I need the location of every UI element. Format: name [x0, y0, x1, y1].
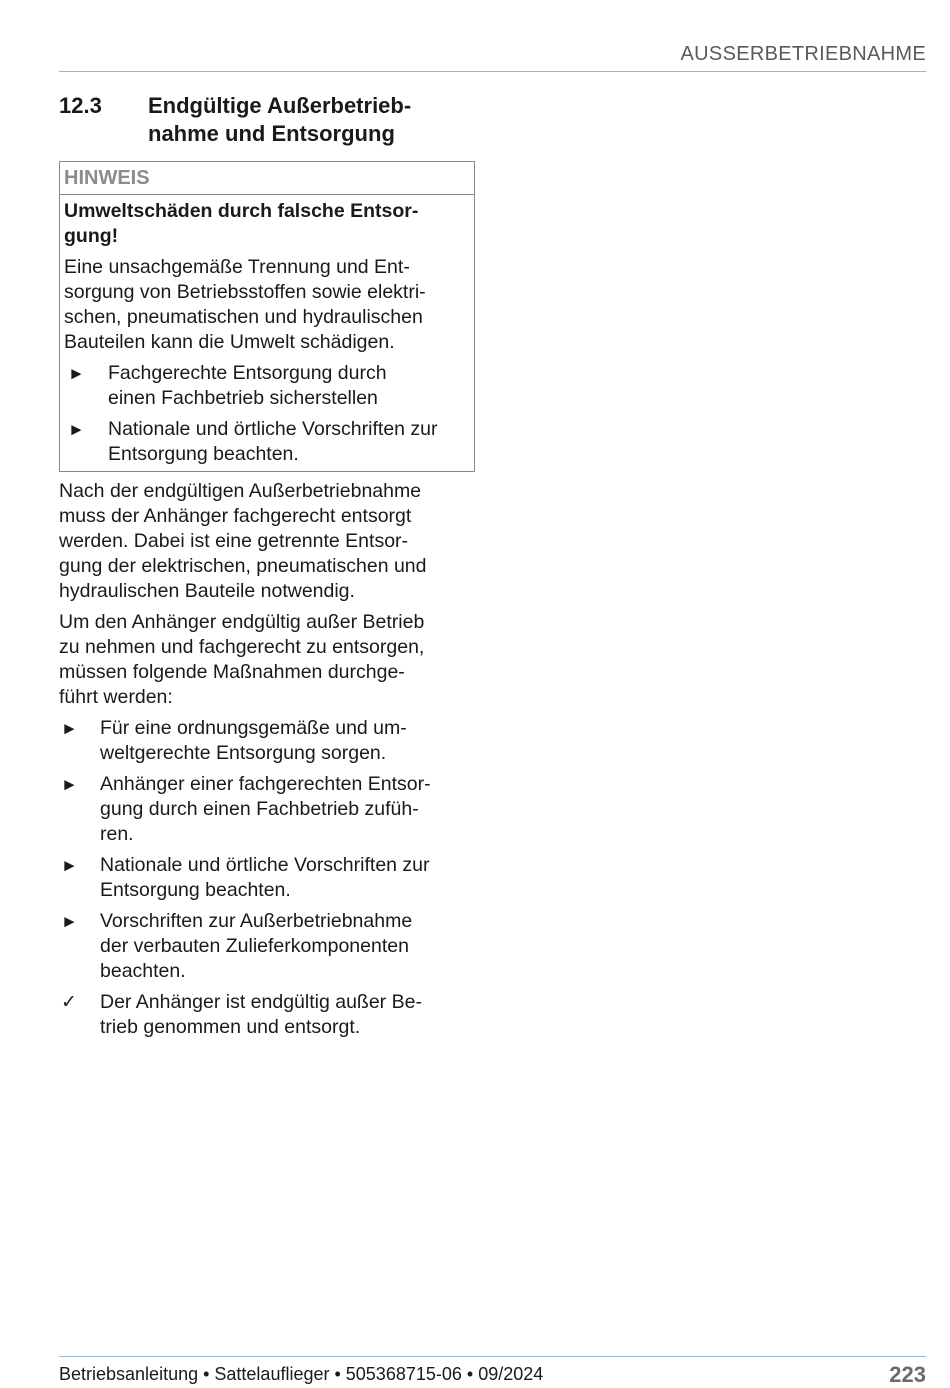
- notice-text-line: Bauteilen kann die Umwelt schädigen.: [64, 331, 395, 353]
- step-item: [59, 716, 479, 766]
- step-line: Nationale und örtliche Vorschriften zur: [100, 854, 430, 876]
- section-title-line: nahme und Entsorgung: [148, 121, 395, 146]
- body-line: werden. Dabei ist eine getrennte Entsor-: [59, 530, 409, 552]
- notice-text-line: Eine unsachgemäße Trennung und Ent-: [64, 256, 410, 278]
- section-number: 12.3: [59, 93, 102, 118]
- body-line: müssen folgende Maßnahmen durchge-: [59, 661, 405, 683]
- notice-body: [60, 195, 474, 471]
- page-number: 223: [889, 1362, 926, 1387]
- step-line: Anhänger einer fachgerechten Entsor-: [100, 773, 431, 795]
- result-item: [59, 990, 479, 1040]
- notice-text-line: sorgung von Betriebsstoffen sowie elektri-: [64, 281, 426, 303]
- step-item: [59, 853, 479, 903]
- body-line: zu nehmen und fachgerecht zu entsorgen,: [59, 636, 425, 658]
- step-line: Vorschriften zur Außerbetriebnahme: [100, 910, 413, 932]
- arrow-bullet-icon: ►: [68, 364, 85, 383]
- notice-box: [59, 161, 475, 472]
- step-line: Für eine ordnungsgemäße und um-: [100, 717, 407, 739]
- body-line: führt werden:: [59, 686, 173, 708]
- arrow-bullet-icon: ►: [61, 912, 78, 931]
- step-line: weltgerechte Entsorgung sorgen.: [100, 742, 387, 764]
- arrow-bullet-icon: ►: [61, 856, 78, 875]
- step-line: Entsorgung beachten.: [100, 879, 291, 901]
- step-item: [59, 772, 479, 847]
- footer-doc-info: Betriebsanleitung • Sattelauflieger • 505368715-06 • 09/2024: [59, 1364, 544, 1384]
- step-line: gung durch einen Fachbetrieb zufüh-: [100, 798, 419, 820]
- footer-divider: [59, 1356, 926, 1357]
- notice-bullet-line: einen Fachbetrieb sicherstellen: [108, 387, 378, 409]
- header-divider: [59, 71, 926, 72]
- notice-bullet-line: Fachgerechte Entsorgung durch: [108, 362, 387, 384]
- notice-text: [64, 255, 470, 355]
- arrow-bullet-icon: ►: [61, 775, 78, 794]
- section-title-line: Endgültige Außerbetrieb-: [148, 93, 412, 118]
- notice-subtitle-line: Umweltschäden durch falsche Entsor-: [64, 200, 419, 222]
- body-paragraph: [59, 610, 479, 710]
- body-line: Nach der endgültigen Außerbetriebnahme: [59, 480, 422, 502]
- notice-text-line: schen, pneumatischen und hydraulischen: [64, 306, 423, 328]
- notice-bullet: [64, 417, 470, 467]
- section-title: [148, 92, 468, 148]
- step-line: ren.: [100, 823, 134, 845]
- result-line: Der Anhänger ist endgültig außer Be-: [100, 991, 422, 1013]
- step-item: [59, 909, 479, 984]
- notice-subtitle: [64, 199, 470, 249]
- step-line: beachten.: [100, 960, 186, 982]
- notice-label: HINWEIS: [60, 162, 474, 195]
- body-line: hydraulischen Bauteile notwendig.: [59, 580, 355, 602]
- body-paragraph: [59, 479, 479, 604]
- running-header: AUSSERBETRIEBNAHME: [680, 43, 926, 65]
- checkmark-icon: ✓: [61, 992, 77, 1013]
- arrow-bullet-icon: ►: [61, 719, 78, 738]
- arrow-bullet-icon: ►: [68, 420, 85, 439]
- result-line: trieb genommen und entsorgt.: [100, 1016, 361, 1038]
- notice-bullet: [64, 361, 470, 411]
- body-line: Um den Anhänger endgültig außer Betrieb: [59, 611, 425, 633]
- body-line: muss der Anhänger fachgerecht entsorgt: [59, 505, 412, 527]
- notice-bullet-line: Nationale und örtliche Vorschriften zur: [108, 418, 438, 440]
- notice-subtitle-line: gung!: [64, 225, 119, 247]
- step-line: der verbauten Zulieferkomponenten: [100, 935, 409, 957]
- notice-bullet-line: Entsorgung beachten.: [108, 443, 299, 465]
- body-line: gung der elektrischen, pneumatischen und: [59, 555, 427, 577]
- main-column: [59, 479, 479, 1046]
